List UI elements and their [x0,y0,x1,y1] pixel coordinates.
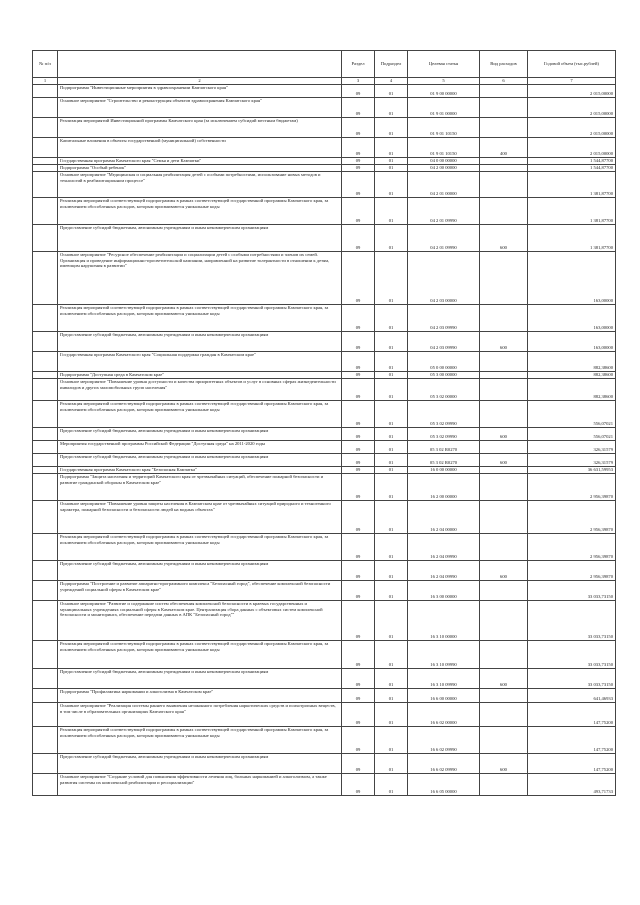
row-name-cell: Государственная программа Камчатского края "Социальная поддержка граждан в Камчатском крае" [58,352,342,372]
table-row [33,669,616,689]
row-number-cell [33,754,58,774]
row-subsection-cell: 01 [375,372,408,379]
row-amount-cell: 147,75200 [528,754,616,774]
table-row [33,534,616,561]
row-number-cell [33,172,58,198]
table-row [33,601,616,641]
table-body [33,85,616,796]
row-expense-cell [480,401,528,428]
row-target-cell: 16 0 00 00000 [408,467,480,474]
row-name-cell: Основное мероприятие "Реализация системы раннего выявления незаконного потребления наркотических средств и психотропных веществ, в том числе в образовательных организациях Камчатского края" [58,703,342,727]
row-target-cell: 05 3 02 R0270 [408,454,480,467]
row-subsection-cell: 01 [375,689,408,703]
row-name-cell: Подпрограмма "Защита населения и территорий Камчатского края от чрезвычайных ситуаций, обеспечение пожарной безопасности и развитие гражданской обороны в Камчатском крае" [58,474,342,501]
table-row [33,158,616,165]
row-target-cell: 01 9 01 00000 [408,98,480,118]
table-row [33,774,616,796]
row-section-cell: 09 [342,379,375,401]
row-amount-cell: 147,75200 [528,727,616,754]
row-subsection-cell: 01 [375,703,408,727]
index-cell: 4 [375,78,408,85]
row-section-cell: 09 [342,601,375,641]
row-section-cell: 09 [342,165,375,172]
row-section-cell: 09 [342,774,375,796]
row-name-cell: Подпрограмма "Построение и развитие аппаратно-программного комплекса "Безопасный город", обеспечение комплексной безопасности учреждений социальной сферы в Камчатском крае" [58,581,342,601]
row-expense-cell: 600 [480,669,528,689]
row-name-cell: Подпрограмма "Инвестиционные мероприятия в здравоохранении Камчатского края" [58,85,342,98]
row-number-cell [33,98,58,118]
row-section-cell: 09 [342,305,375,332]
row-amount-cell: 641,46933 [528,689,616,703]
row-subsection-cell: 01 [375,561,408,581]
table-row [33,172,616,198]
row-section-cell: 09 [342,703,375,727]
row-section-cell: 09 [342,669,375,689]
table-row [33,428,616,441]
row-subsection-cell: 01 [375,774,408,796]
row-section-cell: 09 [342,158,375,165]
row-amount-cell: 2 015,00000 [528,85,616,98]
index-cell: 7 [528,78,616,85]
row-target-cell: 16 2 04 09990 [408,561,480,581]
row-amount-cell: 147,75200 [528,703,616,727]
row-amount-cell: 36 631,59953 [528,467,616,474]
row-number-cell [33,474,58,501]
row-amount-cell: 326,31579 [528,454,616,467]
row-target-cell: 01 9 01 10150 [408,118,480,138]
table-row [33,332,616,352]
row-subsection-cell: 01 [375,581,408,601]
row-expense-cell [480,372,528,379]
row-subsection-cell: 01 [375,332,408,352]
table-row [33,372,616,379]
row-target-cell: 16 3 10 00000 [408,601,480,641]
row-target-cell: 04 2 03 09990 [408,332,480,352]
row-amount-cell: 163,00000 [528,305,616,332]
row-expense-cell: 600 [480,428,528,441]
row-amount-cell: 882,38600 [528,372,616,379]
row-number-cell [33,501,58,534]
row-target-cell: 05 3 02 R0270 [408,441,480,454]
row-expense-cell: 400 [480,138,528,158]
row-target-cell: 16 3 00 00000 [408,581,480,601]
row-target-cell: 16 2 04 00000 [408,501,480,534]
row-subsection-cell: 01 [375,118,408,138]
row-number-cell [33,372,58,379]
index-cell: 5 [408,78,480,85]
row-amount-cell: 163,00000 [528,252,616,305]
row-subsection-cell: 01 [375,225,408,252]
row-section-cell: 09 [342,754,375,774]
table-row [33,467,616,474]
row-name-cell: Реализация мероприятий соответствующей подпрограммы в рамках соответствующей государственной программы Камчатского края, за исключением обособленных расходов, которым присваиваются уникальные коды [58,727,342,754]
row-amount-cell: 1 544,87700 [528,165,616,172]
row-subsection-cell: 01 [375,601,408,641]
row-section-cell: 09 [342,454,375,467]
row-name-cell: Предоставление субсидий бюджетным, автономным учреждениям и иным некоммерческим организациям [58,669,342,689]
row-expense-cell [480,467,528,474]
row-name-cell: Реализация мероприятий соответствующей подпрограммы в рамках соответствующей государственной программы Камчатского края, за исключением обособленных расходов, которым присваиваются уникальные коды [58,305,342,332]
row-section-cell: 09 [342,581,375,601]
table-row [33,581,616,601]
row-name-cell: Реализация мероприятий соответствующей подпрограммы в рамках соответствующей государственной программы Камчатского края, за исключением обособленных расходов, которым присваиваются уникальные коды [58,401,342,428]
row-name-cell: Основное мероприятие "Развитие и содержание систем обеспечения комплексной безопасности в краевых государственных и муниципальных учреждениях социальной сферы в Камчатском крае. Централизация сбора данных с объектовых систем комплексной безопасности и мониторинга, обеспечение передачи данных в АПК "Безопасный город"" [58,601,342,641]
row-expense-cell [480,774,528,796]
row-name-cell: Основное мероприятие "Повышение уровня защиты населения в Камчатском крае от чрезвычайных ситуаций природного и техногенного характера, пожарной безопасности и безопасности людей на водных объектах" [58,501,342,534]
row-expense-cell [480,118,528,138]
row-name-cell: Подпрограмма "Профилактика наркомании и алкоголизма в Камчатском крае" [58,689,342,703]
row-subsection-cell: 01 [375,85,408,98]
header-name [58,51,342,78]
row-expense-cell [480,474,528,501]
header-no: № п/п [33,51,58,78]
row-section-cell: 09 [342,561,375,581]
row-subsection-cell: 01 [375,441,408,454]
row-expense-cell [480,165,528,172]
row-expense-cell [480,727,528,754]
table-row [33,85,616,98]
row-expense-cell [480,352,528,372]
row-name-cell: Государственная программа Камчатского края "Безопасная Камчатка" [58,467,342,474]
row-subsection-cell: 01 [375,172,408,198]
row-subsection-cell: 01 [375,534,408,561]
row-number-cell [33,441,58,454]
row-subsection-cell: 01 [375,501,408,534]
row-target-cell: 16 6 02 00000 [408,703,480,727]
row-target-cell: 16 6 05 00000 [408,774,480,796]
row-number-cell [33,332,58,352]
row-amount-cell: 1 381,87700 [528,198,616,225]
row-number-cell [33,454,58,467]
row-number-cell [33,379,58,401]
row-number-cell [33,352,58,372]
row-amount-cell: 33 033,73150 [528,581,616,601]
row-target-cell: 05 3 02 00000 [408,379,480,401]
row-subsection-cell: 01 [375,158,408,165]
row-subsection-cell: 01 [375,138,408,158]
row-expense-cell [480,172,528,198]
row-section-cell: 09 [342,198,375,225]
row-amount-cell: 882,38600 [528,352,616,372]
row-expense-cell [480,252,528,305]
row-subsection-cell: 01 [375,641,408,669]
row-section-cell: 09 [342,441,375,454]
table-row [33,165,616,172]
row-section-cell: 09 [342,172,375,198]
budget-sheet [32,50,615,796]
table-row [33,754,616,774]
row-section-cell: 09 [342,467,375,474]
row-name-cell: Реализация мероприятий соответствующей подпрограммы в рамках соответствующей государственной программы Камчатского края, за исключением обособленных расходов, которым присваиваются уникальные коды [58,641,342,669]
row-amount-cell: 33 033,73150 [528,669,616,689]
row-expense-cell [480,689,528,703]
row-name-cell: Предоставление субсидий бюджетным, автономным учреждениям и иным некоммерческим организациям [58,561,342,581]
table-row [33,379,616,401]
row-name-cell: Предоставление субсидий бюджетным, автономным учреждениям и иным некоммерческим организациям [58,225,342,252]
row-name-cell: Подпрограмма "Особый ребенок" [58,165,342,172]
row-name-cell: Реализация мероприятий Инвестиционной программы Камчатского края (за исключением субсидий местным бюджетам) [58,118,342,138]
row-number-cell [33,581,58,601]
row-target-cell: 16 3 10 09990 [408,641,480,669]
row-name-cell: Основное мероприятие "Повышение уровня доступности и качества приоритетных объектов и услуг в основных сферах жизнедеятельности инвалидов и других маломобильных групп населения" [58,379,342,401]
row-name-cell: Подпрограмма "Доступная среда в Камчатском крае" [58,372,342,379]
row-name-cell: Основное мероприятие "Создание условий для повышения эффективности лечения лиц, больных наркоманией и алкоголизмом, а также развития системы их комплексной реабилитации и ресоциализации" [58,774,342,796]
row-section-cell: 09 [342,534,375,561]
row-amount-cell: 2 015,00000 [528,98,616,118]
row-name-cell: Основное мероприятие "Медицинская и социальная реабилитация детей с особыми потребностями, использование новых методов и технологий в реабилитационном процессе" [58,172,342,198]
table-row [33,225,616,252]
row-name-cell: Основное мероприятие "Ресурсное обеспечение реабилитации и социализации детей с особыми потребностями и членов их семей. Организация и проведение информационно-просветительской кампании, направленной на развитие толерантности в отношении к детям, имеющим нарушения в развитии" [58,252,342,305]
header-expense: Вид расходов [480,51,528,78]
row-number-cell [33,118,58,138]
table-row [33,454,616,467]
row-name-cell: Предоставление субсидий бюджетным, автономным учреждениям и иным некоммерческим организациям [58,332,342,352]
row-subsection-cell: 01 [375,474,408,501]
row-number-cell [33,467,58,474]
row-number-cell [33,252,58,305]
header-section: Раздел [342,51,375,78]
row-expense-cell [480,581,528,601]
row-target-cell: 16 6 02 09990 [408,754,480,774]
row-section-cell: 09 [342,118,375,138]
row-section-cell: 09 [342,428,375,441]
table-row [33,641,616,669]
row-expense-cell: 600 [480,754,528,774]
index-cell: 2 [58,78,342,85]
row-expense-cell [480,703,528,727]
row-name-cell: Предоставление субсидий бюджетным, автономным учреждениям и иным некоммерческим организациям [58,754,342,774]
row-name-cell: Мероприятия государственной программы Российской Федерации "Доступная среда" на 2011-2020 годы [58,441,342,454]
row-amount-cell: 493,71733 [528,774,616,796]
row-expense-cell: 600 [480,454,528,467]
row-number-cell [33,225,58,252]
row-subsection-cell: 01 [375,198,408,225]
row-subsection-cell: 01 [375,454,408,467]
row-subsection-cell: 01 [375,98,408,118]
row-target-cell: 04 2 03 00000 [408,252,480,305]
row-expense-cell [480,198,528,225]
row-section-cell: 09 [342,727,375,754]
table-row [33,401,616,428]
row-amount-cell: 556,07021 [528,428,616,441]
table-row [33,118,616,138]
row-target-cell: 05 3 02 09990 [408,401,480,428]
row-subsection-cell: 01 [375,401,408,428]
row-number-cell [33,165,58,172]
row-section-cell: 09 [342,225,375,252]
table-row [33,703,616,727]
row-amount-cell: 2 956,39870 [528,561,616,581]
table-row [33,689,616,703]
row-number-cell [33,727,58,754]
row-target-cell: 05 3 02 09990 [408,428,480,441]
row-target-cell: 05 3 00 00000 [408,372,480,379]
row-expense-cell [480,641,528,669]
header-row [33,51,616,78]
table-row [33,98,616,118]
index-cell: 6 [480,78,528,85]
row-amount-cell: 2 015,00000 [528,118,616,138]
row-number-cell [33,641,58,669]
row-name-cell: Основное мероприятие "Строительство и реконструкция объектов здравоохранения Камчатского края" [58,98,342,118]
row-section-cell: 09 [342,401,375,428]
budget-table [32,50,616,796]
row-number-cell [33,198,58,225]
row-subsection-cell: 01 [375,379,408,401]
row-subsection-cell: 01 [375,669,408,689]
row-expense-cell [480,158,528,165]
row-target-cell: 01 9 01 10150 [408,138,480,158]
row-section-cell: 09 [342,352,375,372]
row-name-cell: Капитальные вложения в объекты государственной (муниципальной) собственности [58,138,342,158]
row-section-cell: 09 [342,689,375,703]
table-row [33,252,616,305]
row-target-cell: 04 2 03 09990 [408,305,480,332]
row-name-cell: Предоставление субсидий бюджетным, автономным учреждениям и иным некоммерческим организациям [58,454,342,467]
row-amount-cell: 2 956,39870 [528,534,616,561]
row-amount-cell: 2 956,39870 [528,501,616,534]
row-amount-cell: 882,38600 [528,379,616,401]
table-row [33,441,616,454]
row-target-cell: 16 2 00 00000 [408,474,480,501]
row-section-cell: 09 [342,252,375,305]
row-amount-cell: 326,31579 [528,441,616,454]
row-section-cell: 09 [342,85,375,98]
row-subsection-cell: 01 [375,305,408,332]
row-target-cell: 16 6 02 09990 [408,727,480,754]
row-name-cell: Государственная программа Камчатского края "Семья и дети Камчатки" [58,158,342,165]
row-target-cell: 04 2 00 00000 [408,165,480,172]
row-target-cell: 04 2 01 09990 [408,225,480,252]
row-amount-cell: 1 381,87700 [528,225,616,252]
row-number-cell [33,401,58,428]
table-row [33,561,616,581]
row-number-cell [33,534,58,561]
row-expense-cell [480,85,528,98]
row-subsection-cell: 01 [375,165,408,172]
row-number-cell [33,601,58,641]
row-expense-cell: 600 [480,561,528,581]
row-expense-cell: 600 [480,332,528,352]
table-row [33,305,616,332]
row-section-cell: 09 [342,372,375,379]
row-amount-cell: 33 033,73150 [528,641,616,669]
index-cell: 3 [342,78,375,85]
table-row [33,501,616,534]
row-expense-cell [480,534,528,561]
row-target-cell: 04 2 01 09990 [408,198,480,225]
row-amount-cell: 1 544,87700 [528,158,616,165]
row-subsection-cell: 01 [375,428,408,441]
row-subsection-cell: 01 [375,754,408,774]
row-number-cell [33,428,58,441]
table-row [33,138,616,158]
row-expense-cell [480,501,528,534]
row-target-cell: 04 0 00 00000 [408,158,480,165]
row-expense-cell [480,305,528,332]
row-section-cell: 09 [342,474,375,501]
header-amount: Годовой объем (тыс.рублей) [528,51,616,78]
row-number-cell [33,158,58,165]
table-row [33,352,616,372]
row-subsection-cell: 01 [375,727,408,754]
row-number-cell [33,85,58,98]
row-expense-cell [480,601,528,641]
row-section-cell: 09 [342,138,375,158]
row-name-cell: Реализация мероприятий соответствующей подпрограммы в рамках соответствующей государственной программы Камчатского края, за исключением обособленных расходов, которым присваиваются уникальные коды [58,534,342,561]
row-amount-cell: 163,00000 [528,332,616,352]
row-number-cell [33,774,58,796]
row-name-cell: Предоставление субсидий бюджетным, автономным учреждениям и иным некоммерческим организациям [58,428,342,441]
row-number-cell [33,703,58,727]
row-expense-cell [480,441,528,454]
row-expense-cell [480,379,528,401]
row-amount-cell: 556,07021 [528,401,616,428]
row-target-cell: 16 6 00 00000 [408,689,480,703]
table-row [33,198,616,225]
row-amount-cell: 33 033,73150 [528,601,616,641]
row-name-cell: Реализация мероприятий соответствующей подпрограммы в рамках соответствующей государственной программы Камчатского края, за исключением обособленных расходов, которым присваиваются уникальные коды [58,198,342,225]
header-subsection: Подраздел [375,51,408,78]
row-number-cell [33,669,58,689]
row-target-cell: 01 9 00 00000 [408,85,480,98]
row-number-cell [33,305,58,332]
row-section-cell: 09 [342,501,375,534]
row-target-cell: 16 2 04 09990 [408,534,480,561]
table-row [33,727,616,754]
row-subsection-cell: 01 [375,352,408,372]
row-expense-cell: 600 [480,225,528,252]
index-row [33,78,616,85]
row-amount-cell: 1 381,87700 [528,172,616,198]
row-subsection-cell: 01 [375,467,408,474]
table-row [33,474,616,501]
row-expense-cell [480,98,528,118]
row-target-cell: 16 3 10 09990 [408,669,480,689]
row-number-cell [33,689,58,703]
row-amount-cell: 2 015,00000 [528,138,616,158]
row-number-cell [33,561,58,581]
row-subsection-cell: 01 [375,252,408,305]
row-number-cell [33,138,58,158]
header-target: Целевая статья [408,51,480,78]
row-target-cell: 04 2 01 00000 [408,172,480,198]
row-section-cell: 09 [342,98,375,118]
row-section-cell: 09 [342,332,375,352]
row-amount-cell: 2 956,39870 [528,474,616,501]
row-section-cell: 09 [342,641,375,669]
index-cell: 1 [33,78,58,85]
row-target-cell: 05 0 00 00000 [408,352,480,372]
